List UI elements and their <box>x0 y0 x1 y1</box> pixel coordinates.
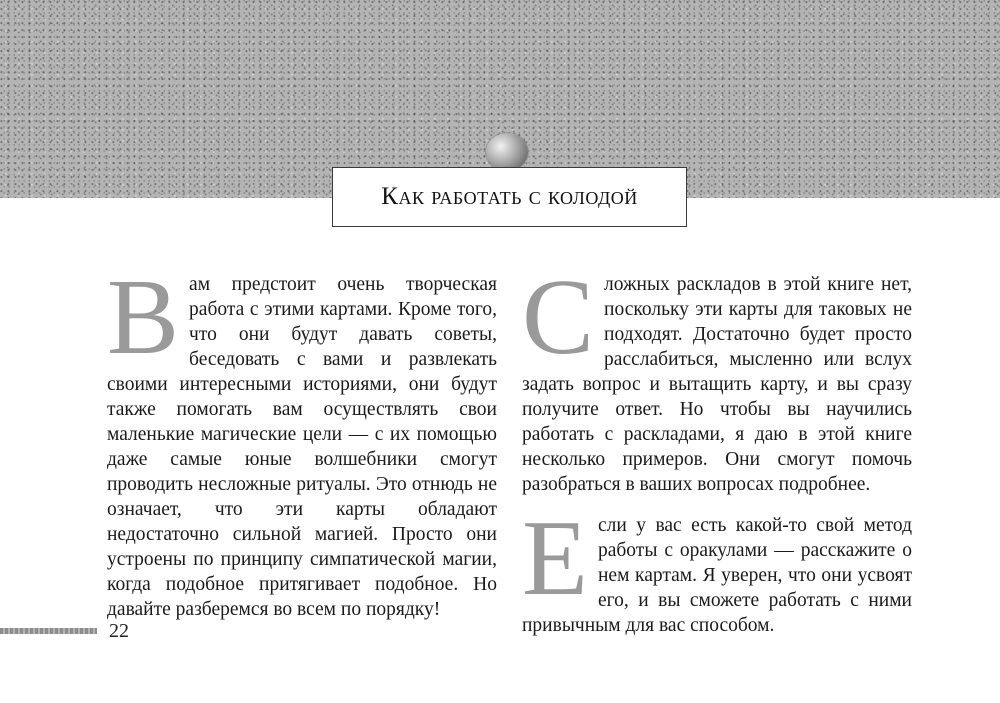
paragraph <box>522 499 912 638</box>
footer-rule <box>0 628 97 634</box>
drop-cap: В <box>107 258 180 377</box>
paragraph <box>522 258 912 497</box>
paragraph <box>107 258 497 622</box>
left-column <box>107 258 497 622</box>
chapter-title <box>332 167 687 227</box>
paragraph-text: ложных раскладов в этой книге нет, поскольку эти карты для таковых не подходят. Достаточно будет просто расслабиться, мысленно или вслух задать вопрос и вытащить карту, и вы сразу получите ответ. Но чтобы вы научились работать с раскладами, я даю в этой книге несколько примеров. Они смогут помочь разобраться в ваших вопросах подробнее. <box>522 274 912 495</box>
right-column <box>522 258 912 638</box>
paragraph-text: ам предстоит очень творческая работа с этими картами. Кроме того, что они будут давать советы, беседовать с вами и развлекать своими интересными историями, они будут также помогать вам осуществлять свои маленькие магические цели — с их помощью даже самые юные волшебники смогут проводить несложные ритуалы. Это отнюдь не означает, что эти карты обладают недостаточно сильной магией. Просто они устроены по принципу симпатической магии, когда подобное притягивает подобное. Но давайте разберемся во всем по порядку! <box>107 274 497 620</box>
chapter-title-text: Как работать с колодой <box>381 183 638 210</box>
page-number: 22 <box>109 620 129 642</box>
paragraph-text: сли у вас есть какой-то свой метод работы с оракулами — расскажите о нем картам. Я уверен, что они усвоят его, и вы сможете работать с ними привычным для вас способом. <box>522 515 912 636</box>
drop-cap: Е <box>522 499 588 618</box>
moon-ornament-icon <box>486 133 528 171</box>
drop-cap: С <box>522 258 595 377</box>
